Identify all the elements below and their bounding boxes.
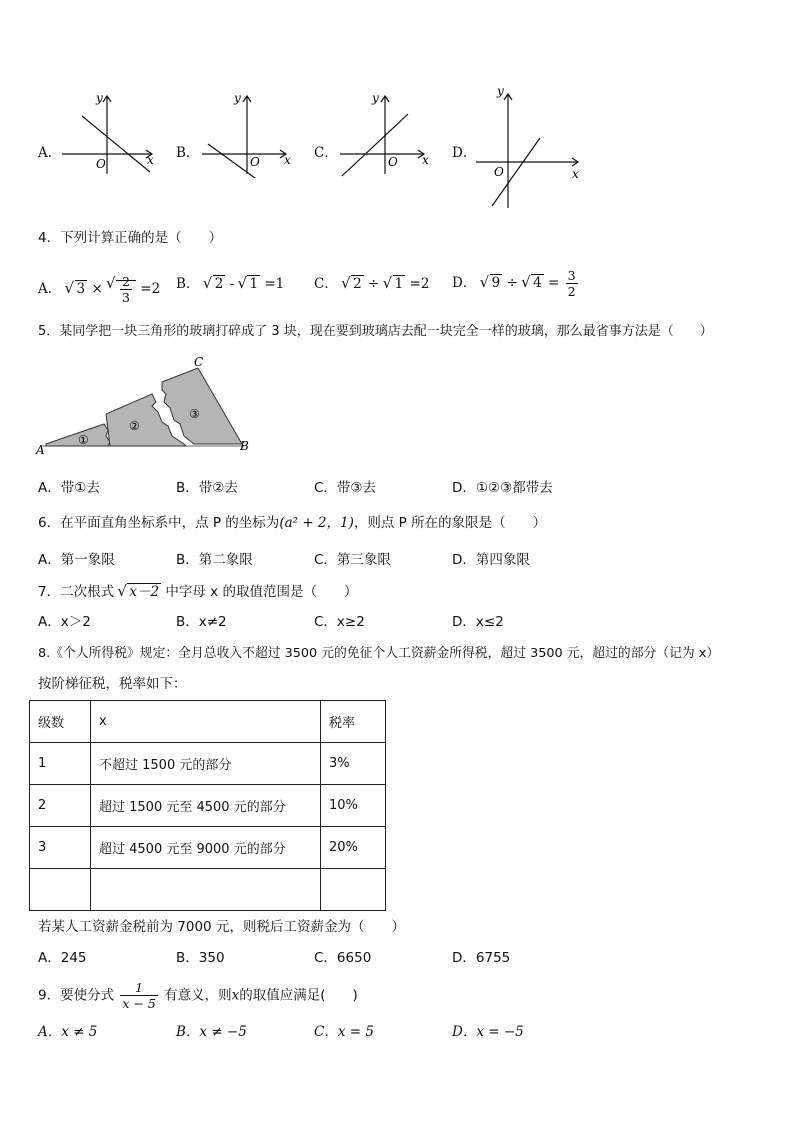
q3-a-x-label: x: [147, 153, 154, 167]
q5-option-a: A．带①去: [38, 480, 100, 496]
q4-a-sqrt3: √ 3: [66, 279, 88, 299]
table-row: [30, 743, 386, 785]
q5-piece-3: [162, 368, 242, 444]
q8-option-d: D．6755: [452, 950, 511, 966]
q8-tax-table: [29, 700, 386, 911]
q9-fraction: $\frac{1}{x - 5}$: [122, 980, 156, 1011]
q9-option-c: C．x = 5: [314, 1024, 374, 1040]
q7-option-a: A．x＞2: [38, 614, 91, 630]
q7-radical: √ x－2: [118, 582, 161, 602]
q7-option-b: B．x≠2: [176, 614, 227, 630]
q4-b-sqrt2: √ 2: [204, 274, 226, 294]
table-cell: [91, 869, 321, 911]
q4-stem: 4．下列计算正确的是（ ）: [38, 230, 223, 246]
table-header-cell: 税率: [321, 701, 386, 743]
q3-b-origin-label: O: [250, 155, 260, 169]
q5-option-c: C．带③去: [314, 480, 377, 496]
q3-d-y-label: y: [497, 84, 504, 98]
q4-d-sqrt4: √ 4: [522, 273, 544, 293]
q5-piece-2-label: ②: [129, 419, 140, 433]
q4-a-sqrt-frac: √ $\frac{2}{3}$: [107, 274, 136, 305]
q4-d-sqrt9: √ 9: [481, 273, 503, 293]
table-cell: [321, 869, 386, 911]
q4-c-sqrt2: √ 2: [342, 274, 364, 294]
q3-c-x-label: x: [422, 153, 429, 167]
table-cell: 不超过 1500 元的部分: [91, 743, 321, 785]
q3-a-y-label: y: [96, 91, 103, 105]
q7-option-d: D．x≤2: [452, 614, 504, 630]
q9-option-b: B．x ≠ −5: [176, 1024, 247, 1040]
table-cell: [30, 869, 91, 911]
q3-a-origin-label: O: [96, 157, 106, 171]
q9-option-d: D．x = −5: [452, 1024, 524, 1040]
q3-option-b-label: B．: [176, 145, 200, 161]
table-row: [30, 785, 386, 827]
table-cell: 20%: [321, 827, 386, 869]
q4-d-label: D．: [452, 275, 477, 291]
q5-piece-1-label: ①: [78, 433, 89, 447]
table-header-row: [30, 701, 386, 743]
q6-coordinate: (a² + 2，1): [279, 515, 354, 531]
q8-question: 若某人工资薪金税前为 7000 元，则税后工资薪金为（ ）: [38, 919, 405, 935]
table-cell: 2: [30, 785, 91, 827]
q5-label-B: B: [240, 439, 249, 453]
q4-option-d: D． √ 9 ÷ √ 4 = $\frac{3}{2}$: [452, 268, 580, 299]
table-cell: 3: [30, 827, 91, 869]
q3-d-origin-label: O: [494, 165, 504, 179]
table-row: [30, 827, 386, 869]
table-cell: 超过 1500 元至 4500 元的部分: [91, 785, 321, 827]
q4-c-label: C．: [314, 276, 338, 292]
q4-b-result: =1: [264, 276, 285, 292]
q5-option-d: D．①②③都带去: [452, 480, 553, 496]
q9-variable: x: [231, 987, 240, 1004]
q4-b-label: B．: [176, 276, 200, 292]
table-cell: 超过 4500 元至 9000 元的部分: [91, 827, 321, 869]
q4-c-result: =2: [409, 276, 430, 292]
q3-d-x-label: x: [572, 167, 579, 181]
q8-option-b: B．350: [176, 950, 225, 966]
q8-option-c: C．6650: [314, 950, 372, 966]
q4-b-sqrt1: √ 1: [238, 274, 260, 294]
q4-a-result: =2: [140, 281, 161, 297]
q3-c-origin-label: O: [388, 155, 398, 169]
q8-option-a: A．245: [38, 950, 87, 966]
table-header-cell: 级数: [30, 701, 91, 743]
q3-option-d-label: D．: [452, 145, 477, 161]
q7-stem: 7．二次根式 √ x－2 中字母 x 的取值范围是（ ）: [38, 582, 357, 602]
q9-stem: 9．要使分式 $\frac{1}{x - 5}$ 有意义，则x的取值应满足( ): [38, 980, 358, 1011]
q3-graph-b: [196, 88, 306, 178]
q6-option-d: D．第四象限: [452, 552, 530, 568]
q5-stem: 5．某同学把一块三角形的玻璃打碎成了 3 块，现在要到玻璃店去配一块完全一样的玻璃，那么最省事方法是（ ）: [38, 324, 713, 339]
q6-stem: 6．在平面直角坐标系中，点 P 的坐标为(a² + 2，1)，则点 P 所在的象限是（ ）: [38, 515, 547, 531]
q5-label-C: C: [194, 355, 204, 369]
table-header-cell: x: [91, 701, 321, 743]
q6-option-b: B．第二象限: [176, 552, 253, 568]
table-cell: 1: [30, 743, 91, 785]
q3-option-c-label: C．: [314, 145, 338, 161]
q3-option-a-label: A．: [38, 145, 62, 161]
q8-stem-line1: 8.《个人所得税》规定：全月总收入不超过 3500 元的免征个人工资薪金所得税，超过 3500 元，超过的部分（记为 x）: [38, 646, 720, 661]
q4-d-fraction: $\frac{3}{2}$: [567, 268, 576, 299]
table-row: [30, 869, 386, 911]
q3-graph-c: [334, 88, 444, 178]
q5-piece-3-label: ③: [189, 407, 200, 421]
q3-graph-a: [56, 88, 166, 178]
q4-option-a: A． √ 3 × √ $\frac{2}{3}$ =2: [38, 274, 160, 305]
q3-b-y-label: y: [234, 91, 241, 105]
q4-option-b: B． √ 2 - √ 1 =1: [176, 274, 284, 294]
q9-option-a: A．x ≠ 5: [38, 1024, 98, 1040]
q5-option-b: B．带②去: [176, 480, 238, 496]
q3-graph-d: [470, 82, 590, 212]
q8-stem-line2: 按阶梯征税，税率如下：: [38, 676, 187, 692]
q5-glass-figure: [34, 352, 264, 458]
table-cell: 3%: [321, 743, 386, 785]
q3-b-x-label: x: [284, 153, 291, 167]
q6-option-a: A．第一象限: [38, 552, 115, 568]
q4-a-label: A．: [38, 281, 62, 297]
q7-option-c: C．x≥2: [314, 614, 365, 630]
q4-option-c: C． √ 2 ÷ √ 1 =2: [314, 274, 429, 294]
q6-option-c: C．第三象限: [314, 552, 391, 568]
q4-c-sqrt1: √ 1: [384, 274, 406, 294]
q3-c-y-label: y: [372, 91, 379, 105]
table-cell: 10%: [321, 785, 386, 827]
q5-label-A: A: [36, 443, 45, 457]
